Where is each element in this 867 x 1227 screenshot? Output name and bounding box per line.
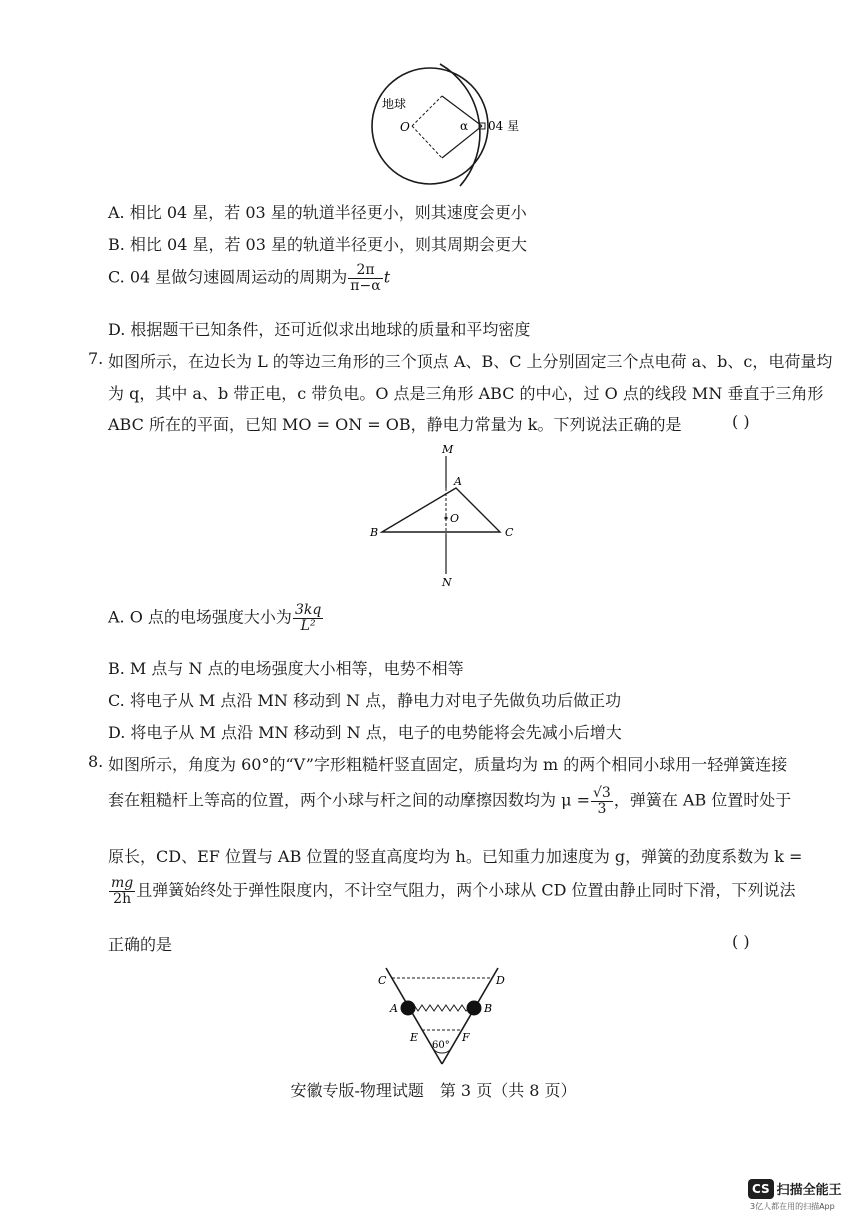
q8-line-5: 正确的是 (108, 935, 173, 954)
triangle-abc (382, 488, 500, 532)
q7-option-c: C. 将电子从 M 点沿 MN 移动到 N 点，静电力对电子先做负功后做正功 (108, 691, 622, 710)
q6-option-c (108, 263, 390, 293)
v-rod-figure (370, 962, 520, 1070)
q8-line-3: 原长，CD、EF 位置与 AB 位置的竖直高度均为 h。已知重力加速度为 g，弹簧的劲度系数为 k = (108, 847, 803, 866)
period-t: t (383, 267, 391, 287)
mu-denominator: 3 (597, 800, 607, 817)
label-c: C (505, 526, 514, 539)
page-footer: 安徽专版-物理试题 第 3 页（共 8 页） (290, 1081, 577, 1100)
label-n: N (442, 576, 452, 589)
q8-number: 8. (88, 752, 104, 771)
q7-option-a (108, 603, 324, 633)
label-c: C (378, 974, 387, 987)
spring (410, 1005, 470, 1011)
label-d: D (496, 974, 505, 987)
alpha-label: α (460, 119, 469, 133)
q8-line-2-text: 套在粗糙杆上等高的位置，两个小球与杆之间的动摩擦因数均为 μ = (108, 790, 590, 810)
period-numerator: 2π (348, 263, 382, 279)
ball-a (401, 1001, 416, 1016)
scanner-name: 扫描全能王 (776, 1183, 842, 1198)
q7-answer-paren: ( ) (732, 412, 750, 431)
field-denominator: L² (300, 617, 316, 634)
period-fraction (348, 263, 382, 293)
q7-line-1: 如图所示，在边长为 L 的等边三角形的三个顶点 A、B、C 上分别固定三个点电荷 a、b、c，电荷量均 (108, 352, 833, 371)
center-o-label: O (400, 120, 410, 134)
angle-label: 60° (432, 1040, 450, 1051)
ball-b (467, 1001, 482, 1016)
q7-number: 7. (88, 349, 104, 368)
k-denominator: 2h (113, 890, 132, 907)
scanner-slogan: 3亿人都在用的扫描App (750, 1201, 835, 1211)
q8-line-2 (108, 786, 791, 816)
field-numerator: 3kq (294, 602, 322, 618)
mu-numerator: √3 (592, 785, 611, 801)
label-m: M (442, 443, 454, 456)
q6-option-a: A. 相比 04 星，若 03 星的轨道半径更小，则其速度会更小 (108, 203, 527, 222)
center-o-point (444, 516, 447, 519)
earth-label: 地球 (382, 97, 407, 111)
tangent-line-upper (412, 96, 442, 126)
label-f: F (462, 1031, 470, 1044)
field-fraction (293, 603, 323, 633)
q6-option-d: D. 根据题干已知条件，还可近似求出地球的质量和平均密度 (108, 320, 531, 339)
scanner-watermark (748, 1178, 842, 1212)
q7-option-a-text: A. O 点的电场强度大小为 (108, 607, 292, 627)
q8-line-1: 如图所示，角度为 60°的“V”字形粗糙杆竖直固定，质量均为 m 的两个相同小球用一轻弹簧连接 (108, 755, 788, 774)
q8-line-4 (108, 876, 796, 906)
q8-answer-paren: ( ) (732, 932, 750, 951)
q7-option-b: B. M 点与 N 点的电场强度大小相等，电势不相等 (108, 659, 464, 678)
label-a: A (454, 475, 462, 488)
satellite-label: 04 星 (488, 119, 520, 133)
q7-line-3: ABC 所在的平面，已知 MO = ON = OB，静电力常量为 k。下列说法正确的是 (108, 415, 682, 434)
earth-orbit-figure (360, 60, 530, 190)
q7-option-d: D. 将电子从 M 点沿 MN 移动到 N 点，电子的电势能将会先减小后增大 (108, 723, 622, 742)
q8-line-4-text: 且弹簧始终处于弹性限度内，不计空气阻力，两个小球从 CD 位置由静止同时下滑，下列说法 (136, 880, 796, 900)
q6-option-b: B. 相比 04 星，若 03 星的轨道半径更小，则其周期会更大 (108, 235, 527, 254)
period-denominator: π−α (350, 277, 381, 294)
k-fraction (109, 876, 135, 906)
rod-right (442, 968, 498, 1064)
triangle-figure (360, 440, 530, 590)
label-b: B (484, 1002, 493, 1015)
label-a: A (390, 1002, 398, 1015)
label-b: B (370, 526, 379, 539)
q7-line-2: 为 q，其中 a、b 带正电，c 带负电。O 点是三角形 ABC 的中心，过 O 点的线段 MN 垂直于三角形 (108, 384, 824, 403)
tangent-line-lower (412, 126, 442, 158)
earth-circle (372, 68, 488, 184)
label-e: E (410, 1031, 419, 1044)
q6-option-c-text: C. 04 星做匀速圆周运动的周期为 (108, 267, 348, 287)
cs-badge: CS (748, 1179, 774, 1199)
mu-fraction (591, 786, 613, 816)
q8-line-2-tail: ，弹簧在 AB 位置时处于 (613, 790, 792, 810)
label-o: O (450, 512, 460, 525)
k-numerator: mg (111, 875, 134, 891)
